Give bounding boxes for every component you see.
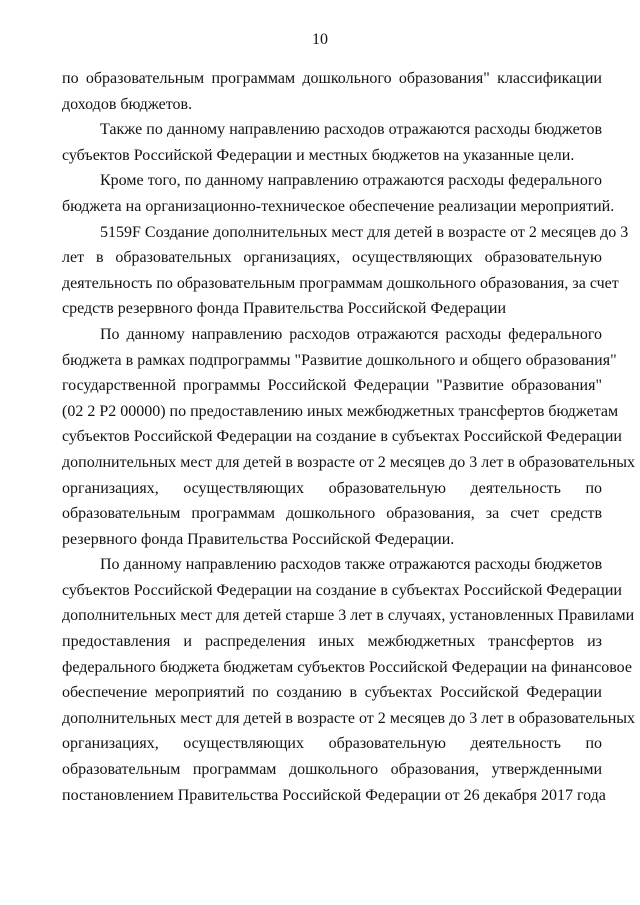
text-line: дополнительных мест для детей в возрасте от 2 месяцев до 3 лет в образовательных — [62, 709, 636, 727]
text-line: 5159F Создание дополнительных мест для детей в возрасте от 2 месяцев до 3 — [100, 223, 629, 241]
text-line: бюджета в рамках подпрограммы "Развитие дошкольного и общего образования" — [62, 351, 617, 369]
text-line: образовательным программам дошкольного образования, за счет средств — [62, 505, 602, 523]
text-line: По данному направлению расходов отражаются расходы федерального — [100, 325, 602, 343]
text-line: лет в образовательных организациях, осуществляющих образовательную — [62, 249, 602, 267]
text-line: постановлением Правительства Российской Федерации от 26 декабря 2017 года — [62, 786, 606, 804]
text-line: организациях, осуществляющих образовательную деятельность по — [62, 735, 602, 753]
text-line: организациях, осуществляющих образовательную деятельность по — [62, 479, 602, 497]
text-line: государственной программы Российской Федерации "Развитие образования" — [62, 377, 602, 395]
text-line: средств резервного фонда Правительства Российской Федерации — [62, 300, 507, 318]
paragraph — [62, 168, 615, 219]
text-line: дополнительных мест для детей в возрасте от 2 месяцев до 3 лет в образовательных — [62, 453, 636, 471]
text-line: субъектов Российской Федерации на создание в субъектах Российской Федерации — [62, 581, 622, 599]
text-line: дополнительных мест для детей старше 3 лет в случаях, установленных Правилами — [62, 607, 635, 625]
paragraph — [62, 220, 629, 322]
paragraph — [62, 552, 636, 808]
text-line: Кроме того, по данному направлению отражаются расходы федерального — [100, 172, 602, 190]
text-line: обеспечение мероприятий по созданию в субъектах Российской Федерации — [62, 684, 602, 702]
text-line: предоставления и распределения иных межбюджетных трансфертов из — [62, 633, 602, 651]
text-line: деятельность по образовательным программам дошкольного образования, за счет — [62, 274, 619, 292]
text-line: Также по данному направлению расходов отражаются расходы бюджетов — [100, 121, 602, 139]
text-line: (02 2 Р2 00000) по предоставлению иных межбюджетных трансфертов бюджетам — [62, 402, 619, 420]
text-line: образовательным программам дошкольного образования, утвержденными — [62, 761, 602, 779]
document-body — [62, 66, 636, 808]
text-line: резервного фонда Правительства Российской Федерации. — [62, 530, 455, 548]
text-line: субъектов Российской Федерации и местных бюджетов на указанные цели. — [62, 146, 575, 164]
text-line: доходов бюджетов. — [62, 95, 193, 113]
paragraph — [62, 66, 602, 117]
text-line: субъектов Российской Федерации на создание в субъектах Российской Федерации — [62, 428, 622, 446]
text-line: бюджета на организационно-техническое обеспечение реализации мероприятий. — [62, 197, 615, 215]
text-line: По данному направлению расходов также отражаются расходы бюджетов — [100, 556, 603, 574]
text-line: по образовательным программам дошкольного образования" классификации — [62, 70, 602, 87]
paragraph — [62, 117, 602, 168]
text-line: федерального бюджета бюджетам субъектов Российской Федерации на финансовое — [62, 658, 632, 676]
page-number: 10 — [312, 31, 328, 48]
paragraph — [62, 322, 636, 552]
